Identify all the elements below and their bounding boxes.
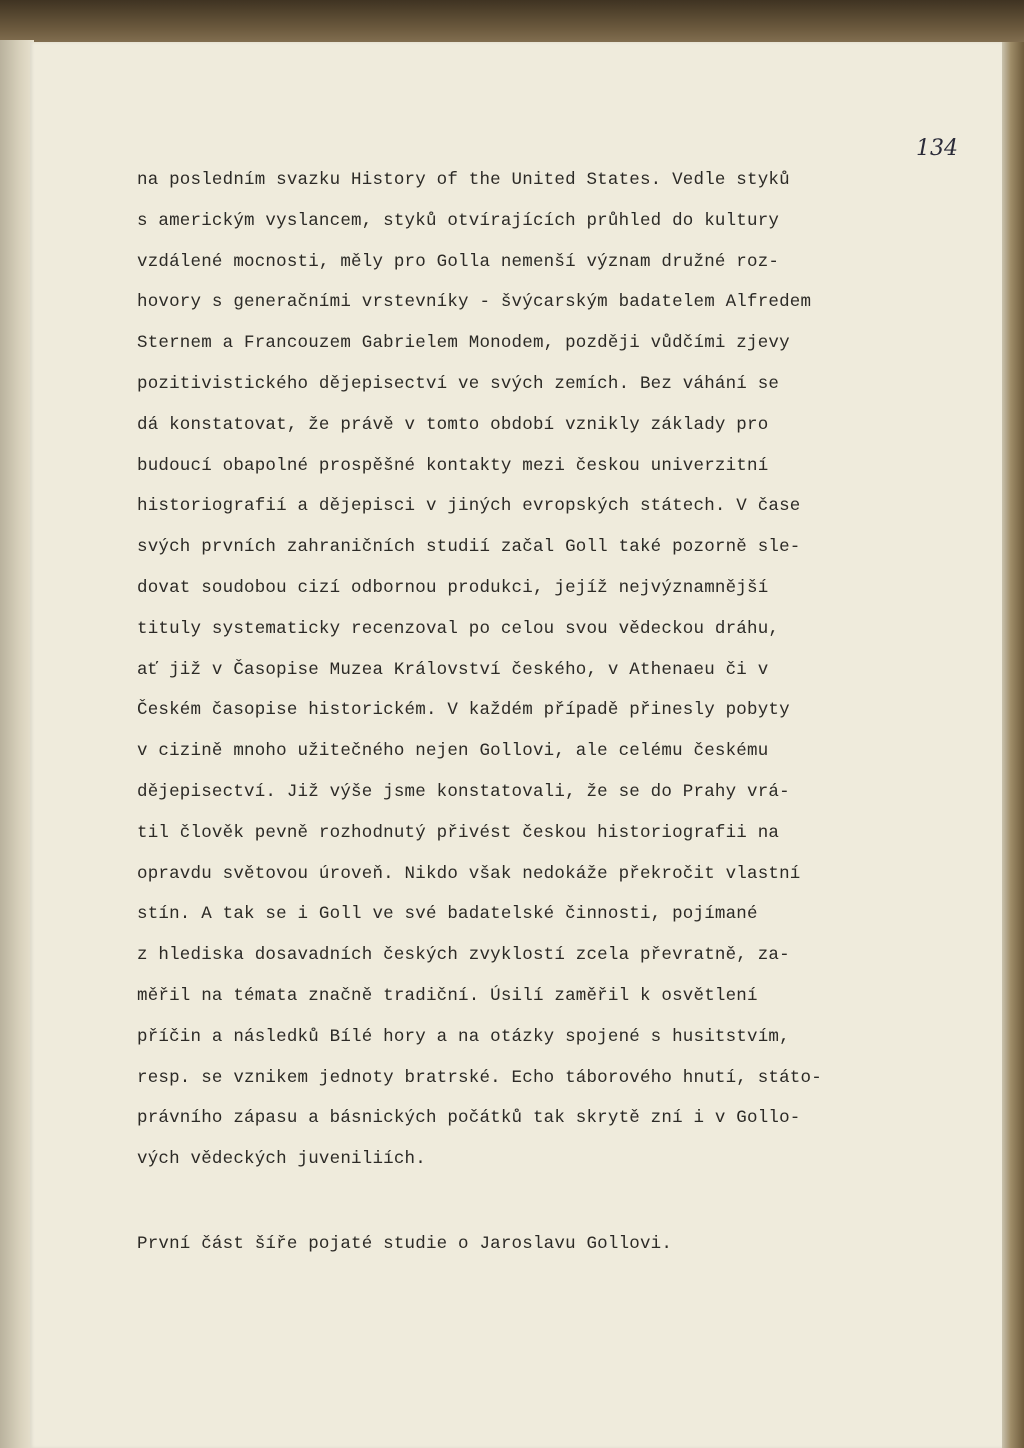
text-line: vých vědeckých juveniliích. <box>137 1149 426 1170</box>
page-number: 134 <box>916 136 958 161</box>
text-line: Českém časopise historickém. V každém případě přinesly pobyty <box>137 700 790 721</box>
text-line: historiografií a dějepisci v jiných evropských státech. V čase <box>137 496 801 517</box>
text-line: svých prvních zahraničních studií začal Goll také pozorně sle- <box>137 537 801 558</box>
text-line: dějepisectví. Již výše jsme konstatovali, že se do Prahy vrá- <box>137 781 790 802</box>
text-line: právního zápasu a básnických počátků tak skrytě zní i v Gollo- <box>137 1108 801 1129</box>
text-line: dovat soudobou cizí odbornou produkci, jejíž nejvýznamnější <box>137 577 769 598</box>
text-line: stín. A tak se i Goll ve své badatelské činnosti, pojímané <box>137 904 758 925</box>
page-right-edge <box>1002 42 1024 1448</box>
text-line: pozitivistického dějepisectví ve svých zemích. Bez váhání se <box>137 373 780 394</box>
text-line: budoucí obapolné prospěšné kontakty mezi českou univerzitní <box>137 455 769 476</box>
text-line: tituly systematicky recenzoval po celou svou vědeckou dráhu, <box>137 618 780 639</box>
closing-note: První část šíře pojaté studie o Jaroslavu Gollovi. <box>137 1234 673 1254</box>
text-line: til člověk pevně rozhodnutý přivést českou historiografii na <box>137 822 780 843</box>
text-line: z hlediska dosavadních českých zvyklostí zcela převratně, za- <box>137 945 790 966</box>
text-line: hovory s generačními vrstevníky - švýcarským badatelem Alfredem <box>137 292 812 313</box>
text-line: na posledním svazku History of the United States. Vedle styků <box>137 170 790 190</box>
text-line: dá konstatovat, že právě v tomto období vznikly základy pro <box>137 414 769 435</box>
scanner-top-shadow <box>0 0 1024 48</box>
text-line: příčin a následků Bílé hory a na otázky spojené s husitstvím, <box>137 1026 790 1047</box>
page-left-edge <box>0 40 34 1448</box>
text-line: Sternem a Francouzem Gabrielem Monodem, později vůdčími zjevy <box>137 333 790 354</box>
text-line: opravdu světovou úroveň. Nikdo však nedokáže překročit vlastní <box>137 863 801 884</box>
text-line: s americkým vyslancem, styků otvírajících průhled do kultury <box>137 210 780 231</box>
body-text <box>137 160 937 1180</box>
text-line: resp. se vznikem jednoty bratrské. Echo táborového hnutí, státo- <box>137 1067 822 1088</box>
text-line: v cizině mnoho užitečného nejen Gollovi, ale celému českému <box>137 741 769 762</box>
text-line: vzdálené mocnosti, měly pro Golla nemenší význam družné roz- <box>137 251 780 272</box>
text-line: ať již v Časopise Muzea Království českého, v Athenaeu či v <box>137 659 769 680</box>
text-line: měřil na témata značně tradiční. Úsilí zaměřil k osvětlení <box>137 985 758 1006</box>
